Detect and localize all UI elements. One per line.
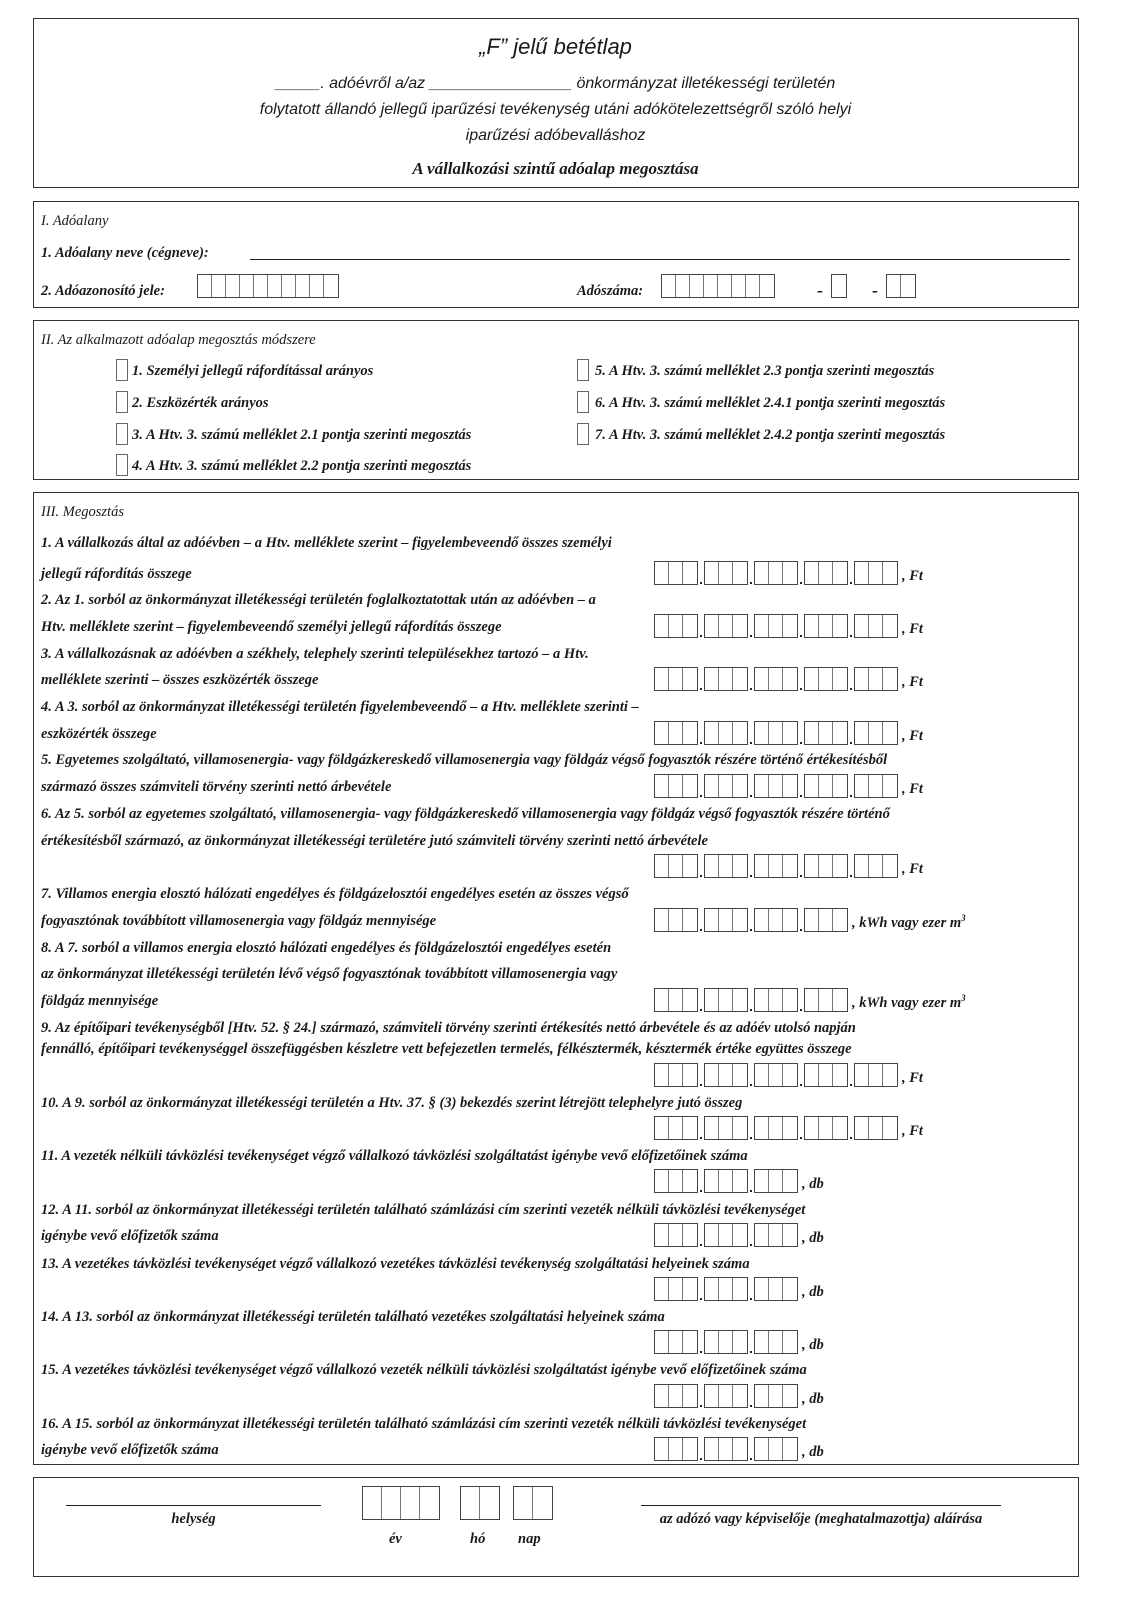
tax-number-vat-field[interactable] — [831, 274, 847, 298]
row-16-text-b: igénybe vevő előfizetők száma — [41, 1442, 219, 1458]
thousands-separator — [798, 988, 804, 1012]
thousands-separator — [798, 561, 804, 585]
tax-number-field[interactable] — [661, 274, 775, 298]
unit-label: , kWh vagy ezer $m^3$ — [852, 913, 966, 931]
taxpayer-name-label: 1. Adóalany neve (cégneve): — [41, 245, 209, 261]
unit-label: , Ft — [902, 728, 923, 744]
row-5-text-b: származó összes számviteli törvény szerinti nettó árbevétele — [41, 779, 392, 795]
digit-group[interactable] — [754, 854, 798, 878]
digit-group[interactable] — [854, 774, 898, 798]
unit-label: , Ft — [902, 1070, 923, 1086]
unit-label: , Ft — [902, 621, 923, 637]
tax-number-label: Adószáma: — [577, 283, 644, 299]
thousands-separator — [698, 561, 704, 585]
digit-group[interactable] — [804, 988, 848, 1012]
thousands-separator — [748, 561, 754, 585]
digit-group[interactable] — [854, 854, 898, 878]
thousands-separator — [748, 1169, 754, 1193]
thousands-separator — [698, 1169, 704, 1193]
row-11-amount[interactable] — [654, 1169, 824, 1193]
day-field[interactable] — [513, 1486, 553, 1520]
digit-group[interactable] — [854, 1116, 898, 1140]
row-2-text-b: Htv. melléklete szerint – figyelembeveendő személyi jellegű ráfordítás összege — [41, 619, 502, 635]
row-7-text-b: fogyasztónak továbbított villamosenergia vagy földgáz mennyisége — [41, 913, 437, 929]
method-4-checkbox[interactable] — [116, 454, 128, 476]
digit-group[interactable] — [654, 721, 698, 745]
digit-group[interactable] — [704, 1169, 748, 1193]
digit-group[interactable] — [804, 774, 848, 798]
header-line-1: _____. adóévről a/az ________________ önkormányzat illetékességi területén — [275, 75, 836, 92]
method-3-label: 3. A Htv. 3. számú melléklet 2.1 pontja szerinti megosztás — [132, 427, 472, 443]
digit-group[interactable] — [704, 667, 748, 691]
digit-group[interactable] — [804, 854, 848, 878]
unit-label: , db — [802, 1284, 824, 1300]
digit-group[interactable] — [754, 1384, 798, 1408]
method-2-checkbox[interactable] — [116, 391, 128, 413]
digit-group[interactable] — [654, 1330, 698, 1354]
place-field[interactable] — [66, 1505, 321, 1506]
digit-group[interactable] — [754, 667, 798, 691]
method-7-label: 7. A Htv. 3. számú melléklet 2.4.2 pontja szerinti megosztás — [595, 427, 946, 443]
row-16-amount[interactable] — [654, 1437, 824, 1461]
section-method — [33, 320, 1079, 480]
thousands-separator — [748, 908, 754, 932]
tax-number-vat-cell[interactable] — [831, 274, 847, 298]
digit-group[interactable] — [704, 1277, 748, 1301]
thousands-separator — [748, 1223, 754, 1247]
digit-group[interactable] — [704, 721, 748, 745]
digit-group[interactable] — [654, 1063, 698, 1087]
tax-number-main-cells[interactable] — [661, 274, 775, 298]
section-i-heading: I. Adóalany — [41, 213, 109, 229]
digit-group[interactable] — [704, 1384, 748, 1408]
digit-group[interactable] — [704, 1330, 748, 1354]
row-13-amount[interactable] — [654, 1277, 824, 1301]
digit-group[interactable] — [654, 1116, 698, 1140]
digit-group[interactable] — [654, 774, 698, 798]
tax-number-dash-1: - — [817, 280, 823, 300]
thousands-separator — [698, 1223, 704, 1247]
digit-group[interactable] — [654, 667, 698, 691]
unit-label: , db — [802, 1391, 824, 1407]
method-5-checkbox[interactable] — [577, 359, 589, 381]
row-6-text-a: 6. Az 5. sorból az egyetemes szolgáltató, villamosenergia- vagy földgázkereskedő villamosenergia vagy földgáz végső fogyasztók részére történő — [41, 806, 890, 822]
row-5-amount[interactable] — [654, 774, 923, 798]
digit-group[interactable] — [754, 988, 798, 1012]
digit-group[interactable] — [704, 854, 748, 878]
method-2-label: 2. Eszközérték arányos — [132, 395, 269, 411]
thousands-separator — [698, 908, 704, 932]
thousands-separator — [848, 667, 854, 691]
thousands-separator — [698, 988, 704, 1012]
thousands-separator — [798, 774, 804, 798]
digit-group[interactable] — [754, 1277, 798, 1301]
digit-group[interactable] — [654, 561, 698, 585]
method-6-checkbox[interactable] — [577, 391, 589, 413]
thousands-separator — [698, 721, 704, 745]
row-10-amount[interactable] — [654, 1116, 923, 1140]
unit-label: , kWh vagy ezer $m^3$ — [852, 993, 966, 1011]
digit-group[interactable] — [654, 1384, 698, 1408]
row-14-amount[interactable] — [654, 1330, 824, 1354]
form-subtitle: A vállalkozási szintű adóalap megosztása — [412, 159, 699, 178]
section-distribution — [33, 492, 1079, 1465]
digit-group[interactable] — [704, 1116, 748, 1140]
tax-number-county-field[interactable] — [886, 274, 916, 298]
thousands-separator — [848, 854, 854, 878]
digit-group[interactable] — [704, 988, 748, 1012]
digit-group[interactable] — [804, 561, 848, 585]
header-line-3: iparűzési adóbevalláshoz — [465, 127, 646, 144]
digit-group[interactable] — [754, 1169, 798, 1193]
digit-group[interactable] — [854, 561, 898, 585]
signature-box — [33, 1477, 1079, 1577]
thousands-separator — [698, 1116, 704, 1140]
row-9-text-b: fennálló, építőipari tevékenységgel összefüggésben készletre vett befejezetlen termelés, félkésztermék, késztermék értéke együttes összege — [41, 1041, 852, 1057]
day-label: nap — [518, 1531, 541, 1547]
thousands-separator — [698, 667, 704, 691]
row-3-text-b: melléklete szerinti – összes eszközérték összege — [41, 672, 319, 688]
digit-group[interactable] — [804, 721, 848, 745]
digit-group[interactable] — [704, 1223, 748, 1247]
row-3-amount[interactable] — [654, 667, 923, 691]
thousands-separator — [798, 721, 804, 745]
digit-group[interactable] — [654, 854, 698, 878]
section-ii-heading: II. Az alkalmazott adóalap megosztás módszere — [41, 332, 316, 348]
thousands-separator — [798, 854, 804, 878]
thousands-separator — [748, 614, 754, 638]
unit-label: , Ft — [902, 1123, 923, 1139]
month-cells[interactable] — [460, 1486, 500, 1520]
row-4-amount[interactable] — [654, 721, 923, 745]
thousands-separator — [798, 1116, 804, 1140]
digit-group[interactable] — [704, 774, 748, 798]
digit-group[interactable] — [704, 1063, 748, 1087]
thousands-separator — [748, 1330, 754, 1354]
row-7-text-a: 7. Villamos energia elosztó hálózati engedélyes és földgázelosztói engedélyes esetén az összes végső — [41, 886, 629, 902]
digit-group[interactable] — [754, 1437, 798, 1461]
row-4-text-a: 4. A 3. sorból az önkormányzat illetékességi területén figyelembeveendő – a Htv. melléklete szerinti – — [41, 699, 639, 715]
unit-label: , db — [802, 1176, 824, 1192]
thousands-separator — [698, 1063, 704, 1087]
header-line-2: folytatott állandó jellegű iparűzési tevékenység utáni adókötelezettségről szóló helyi — [259, 101, 852, 118]
month-label: hó — [470, 1531, 486, 1547]
digit-group[interactable] — [754, 614, 798, 638]
thousands-separator — [748, 1384, 754, 1408]
thousands-separator — [748, 988, 754, 1012]
thousands-separator — [698, 774, 704, 798]
row-2-amount[interactable] — [654, 614, 923, 638]
form-title: „F” jelű betétlap — [479, 34, 632, 59]
digit-group[interactable] — [754, 1063, 798, 1087]
digit-group[interactable] — [854, 721, 898, 745]
thousands-separator — [848, 774, 854, 798]
unit-label: , db — [802, 1337, 824, 1353]
unit-label: , Ft — [902, 674, 923, 690]
row-6-text-b: értékesítésből származó, az önkormányzat illetékességi területére jutó számviteli törvény szerinti nettó árbevétele — [41, 833, 708, 849]
section-iii-heading: III. Megosztás — [41, 504, 124, 520]
thousands-separator — [748, 1437, 754, 1461]
digit-group[interactable] — [854, 1063, 898, 1087]
row-6-amount[interactable] — [654, 854, 923, 878]
method-7-checkbox[interactable] — [577, 423, 589, 445]
thousands-separator — [748, 1116, 754, 1140]
year-cells[interactable] — [362, 1486, 440, 1520]
tax-number-dash-2: - — [872, 280, 878, 300]
tax-id-label: 2. Adóazonosító jele: — [41, 283, 165, 299]
digit-group[interactable] — [754, 1330, 798, 1354]
thousands-separator — [848, 614, 854, 638]
unit-label: , Ft — [902, 568, 923, 584]
digit-group[interactable] — [754, 561, 798, 585]
digit-group[interactable] — [654, 1169, 698, 1193]
row-12-amount[interactable] — [654, 1223, 824, 1247]
row-1-text-a: 1. A vállalkozás által az adóévben – a Htv. melléklete szerint – figyelembeveendő összes személyi — [41, 535, 612, 551]
digit-group[interactable] — [754, 1223, 798, 1247]
row-15-amount[interactable] — [654, 1384, 824, 1408]
row-8-text-a: 8. A 7. sorból a villamos energia elosztó hálózati engedélyes és földgázelosztói engedélyes esetén — [41, 940, 612, 956]
digit-group[interactable] — [804, 908, 848, 932]
digit-group[interactable] — [704, 908, 748, 932]
tax-id-field[interactable] — [197, 274, 339, 298]
header-box — [33, 18, 1079, 188]
row-7-amount[interactable] — [654, 908, 966, 932]
digit-group[interactable] — [754, 774, 798, 798]
year-field[interactable] — [362, 1486, 440, 1520]
row-10-text-a: 10. A 9. sorból az önkormányzat illetékességi területén a Htv. 37. § (3) bekezdés szerint létrejött telephelyre jutó összeg — [41, 1095, 743, 1111]
year-label: év — [389, 1531, 402, 1547]
thousands-separator — [748, 1277, 754, 1301]
thousands-separator — [748, 721, 754, 745]
method-1-checkbox[interactable] — [116, 359, 128, 381]
digit-group[interactable] — [804, 614, 848, 638]
digit-group[interactable] — [804, 667, 848, 691]
row-9-amount[interactable] — [654, 1063, 923, 1087]
digit-group[interactable] — [754, 1116, 798, 1140]
row-4-text-b: eszközérték összege — [41, 726, 157, 742]
row-9-text-a: 9. Az építőipari tevékenységből [Htv. 52. § 24.] származó, számviteli törvény szerinti értékesítés nettó árbevétele és az adóév utolsó napján — [41, 1020, 856, 1036]
thousands-separator — [848, 561, 854, 585]
digit-group[interactable] — [654, 988, 698, 1012]
thousands-separator — [748, 774, 754, 798]
thousands-separator — [748, 854, 754, 878]
thousands-separator — [698, 1437, 704, 1461]
unit-superscript: 3 — [961, 913, 966, 924]
thousands-separator — [698, 1277, 704, 1301]
digit-group[interactable] — [804, 1063, 848, 1087]
digit-group[interactable] — [654, 1437, 698, 1461]
digit-group[interactable] — [854, 667, 898, 691]
row-8-text-c: földgáz mennyisége — [41, 993, 159, 1009]
thousands-separator — [698, 854, 704, 878]
digit-group[interactable] — [654, 1277, 698, 1301]
thousands-separator — [748, 1063, 754, 1087]
thousands-separator — [698, 614, 704, 638]
section-adoalany — [33, 201, 1079, 308]
thousands-separator — [798, 614, 804, 638]
thousands-separator — [748, 667, 754, 691]
thousands-separator — [848, 1063, 854, 1087]
digit-group[interactable] — [854, 614, 898, 638]
method-6-label: 6. A Htv. 3. számú melléklet 2.4.1 pontja szerinti megosztás — [595, 395, 946, 411]
method-1-label: 1. Személyi jellegű ráfordítással arányos — [132, 363, 374, 379]
row-14-text-a: 14. A 13. sorból az önkormányzat illetékességi területén található vezetékes szolgáltatási helyeinek száma — [41, 1309, 665, 1325]
row-13-text-a: 13. A vezetékes távközlési tevékenységet végző vállalkozó vezetékes távközlési tevékenység szolgáltatási helyeinek száma — [41, 1256, 750, 1272]
signature-label: az adózó vagy képviselője (meghatalmazottja) aláírása — [659, 1511, 983, 1527]
thousands-separator — [698, 1384, 704, 1408]
digit-group[interactable] — [704, 1437, 748, 1461]
row-1-text-b: jellegű ráfordítás összege — [41, 566, 192, 582]
taxpayer-name-field[interactable] — [250, 259, 1070, 260]
row-16-text-a: 16. A 15. sorból az önkormányzat illetékességi területén található számlázási cím szerinti vezeték nélküli távközlési tevékenységet — [41, 1416, 807, 1432]
digit-group[interactable] — [654, 614, 698, 638]
row-8-text-b: az önkormányzat illetékességi területén lévő végső fogyasztónak továbbított villamosenergia vagy — [41, 966, 618, 982]
row-5-text-a: 5. Egyetemes szolgáltató, villamosenergia- vagy földgázkereskedő villamosenergia vagy földgáz végső fogyasztók részére történő értékesítésből — [41, 752, 888, 768]
row-3-text-a: 3. A vállalkozásnak az adóévben a székhely, telephely szerinti településekhez tartozó – a Htv. — [41, 646, 589, 662]
month-field[interactable] — [460, 1486, 500, 1520]
thousands-separator — [698, 1330, 704, 1354]
digit-group[interactable] — [804, 1116, 848, 1140]
digit-group[interactable] — [704, 561, 748, 585]
tax-number-county-cells[interactable] — [886, 274, 916, 298]
thousands-separator — [798, 1063, 804, 1087]
row-15-text-a: 15. A vezetékes távközlési tevékenységet végző vállalkozó vezeték nélküli távközlési szolgáltatást igénybe vevő előfizetőinek száma — [41, 1362, 807, 1378]
row-1-amount[interactable] — [654, 561, 923, 585]
thousands-separator — [848, 721, 854, 745]
day-cells[interactable] — [513, 1486, 553, 1520]
digit-group[interactable] — [654, 908, 698, 932]
method-5-label: 5. A Htv. 3. számú melléklet 2.3 pontja szerinti megosztás — [595, 363, 935, 379]
unit-label: , Ft — [902, 781, 923, 797]
row-12-text-b: igénybe vevő előfizetők száma — [41, 1228, 219, 1244]
row-11-text-a: 11. A vezeték nélküli távközlési tevékenységet végző vállalkozó távközlési szolgáltatást igénybe vevő előfizetőinek száma — [41, 1148, 748, 1164]
thousands-separator — [798, 908, 804, 932]
digit-group[interactable] — [754, 908, 798, 932]
method-3-checkbox[interactable] — [116, 423, 128, 445]
unit-label: , Ft — [902, 861, 923, 877]
thousands-separator — [798, 667, 804, 691]
digit-group[interactable] — [654, 1223, 698, 1247]
unit-label: , db — [802, 1230, 824, 1246]
row-8-amount[interactable] — [654, 988, 966, 1012]
tax-id-cells[interactable] — [197, 274, 339, 298]
signature-field[interactable] — [641, 1505, 1001, 1506]
row-2-text-a: 2. Az 1. sorból az önkormányzat illetékességi területén foglalkoztatottak után az adóévben – a — [41, 592, 596, 608]
thousands-separator — [848, 1116, 854, 1140]
unit-label: , db — [802, 1444, 824, 1460]
unit-superscript: 3 — [961, 993, 966, 1004]
digit-group[interactable] — [704, 614, 748, 638]
place-label: helység — [171, 1511, 216, 1527]
row-12-text-a: 12. A 11. sorból az önkormányzat illetékességi területén található számlázási cím szerinti vezeték nélküli távközlési tevékenységet — [41, 1202, 806, 1218]
method-4-label: 4. A Htv. 3. számú melléklet 2.2 pontja szerinti megosztás — [132, 458, 472, 474]
digit-group[interactable] — [754, 721, 798, 745]
